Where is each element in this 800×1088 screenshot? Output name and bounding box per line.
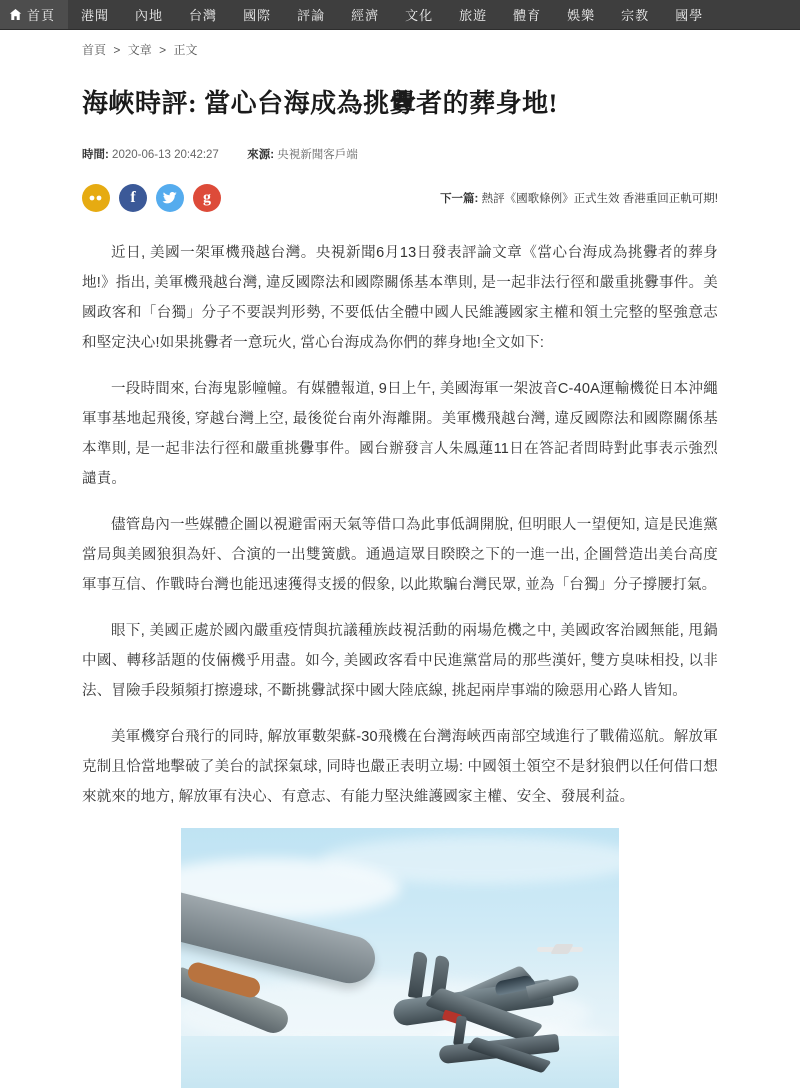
nav-item-label: 內地 — [135, 8, 164, 23]
nav-item-label: 娛樂 — [567, 8, 596, 23]
nav-item-label: 港聞 — [81, 8, 110, 23]
article-paragraph: 近日, 美國一架軍機飛越台灣。央視新聞6月13日發表評論文章《當心台海成為挑釁者的葬身地!》指出, 美軍機飛越台灣, 違反國際法和國際關係基本準則, 是一起非法行徑和嚴重挑釁事件。美國政客和「台獨」分子不要誤判形勢, 不要低估全體中國人民維護國家主權和領土完整的堅強意志和堅定決心!如果挑釁者一意玩火, 當心台海成為你們的葬身地!全文如下: — [82, 245, 718, 351]
breadcrumb-item-article[interactable]: 文章 — [127, 43, 152, 57]
article-paragraph: 眼下, 美國正處於國內嚴重疫情與抗議種族歧視活動的兩場危機之中, 美國政客治國無能, 甩鍋中國、轉移話題的伎倆機乎用盡。如今, 美國政客看中民進黨當局的那些漢奸, 雙方臭味相投, 以非法、冒險手段頻頻打擦邊球, 不斷挑釁試探中國大陸底線, 挑起兩岸事端的險惡用心路人皆知。 — [82, 623, 718, 699]
home-icon — [9, 8, 22, 21]
trailing-fighter-jet — [429, 1014, 579, 1084]
breadcrumb — [0, 30, 800, 64]
weibo-share-icon[interactable] — [82, 184, 110, 212]
nav-item-label: 體育 — [513, 8, 542, 23]
breadcrumb-separator: > — [159, 43, 167, 57]
share-icons — [82, 184, 221, 212]
facebook-share-icon[interactable] — [119, 184, 147, 212]
article-paragraph: 儘管島內一些媒體企圖以視避雷兩天氣等借口為此事低調開脫, 但明眼人一望便知, 這是民進黨當局與美國狼狽為奸、合演的一出雙簧戲。通過這眾目睽睽之下的一進一出, 企圖營造出美台高度軍事互信、作戰時台灣也能迅速獲得支援的假象, 以此欺騙台灣民眾, 並為「台獨」分子撐腰打氣。 — [82, 517, 718, 593]
nav-item-label: 旅遊 — [459, 8, 488, 23]
article-body — [82, 238, 718, 812]
nav-item-taiwan[interactable] — [176, 0, 230, 29]
facebook-glyph: f — [130, 189, 136, 206]
nav-item-sports[interactable] — [500, 0, 554, 29]
nav-item-commentary[interactable] — [284, 0, 338, 29]
nav-item-sinology[interactable] — [662, 0, 716, 29]
article-photo-wrapper — [82, 828, 718, 1088]
nav-item-culture[interactable] — [392, 0, 446, 29]
google-glyph: g — [203, 189, 211, 206]
share-row — [82, 184, 718, 212]
article-paragraph: 一段時間來, 台海鬼影幢幢。有媒體報道, 9日上午, 美國海軍一架波音C-40A運輸機從日本沖繩軍事基地起飛後, 穿越台灣上空, 最後從台南外海離開。美軍機飛越台灣, 違反國際法和國際關係基本準則, 是一起非法行徑和嚴重挑釁事件。國台辦發言人朱鳳蓮11日在答記者問時對此事表示強烈譴責。 — [82, 381, 718, 487]
nav-item-label: 國學 — [675, 8, 704, 23]
article-paragraph: 美軍機穿台飛行的同時, 解放軍數架蘇-30飛機在台灣海峽西南部空域進行了戰備巡航。解放軍克制且恰當地擊破了美台的試探氣球, 同時也嚴正表明立場: 中國領土領空不是豺狼們以任何借口想來就來的地方, 解放軍有決心、有意志、有能力堅決維護國家主權、安全、發展利益。 — [82, 729, 718, 805]
nav-item-label: 台灣 — [189, 8, 218, 23]
meta-source-label: 來源: — [247, 149, 275, 161]
nav-item-label: 經濟 — [351, 8, 380, 23]
nav-item-entertainment[interactable] — [554, 0, 608, 29]
breadcrumb-separator: > — [113, 43, 121, 57]
page-title: 海峽時評: 當心台海成為挑釁者的葬身地! — [82, 89, 558, 118]
google-share-icon[interactable] — [193, 184, 221, 212]
nav-item-mainland[interactable] — [122, 0, 176, 29]
nav-item-label: 宗教 — [621, 8, 650, 23]
article-container — [82, 64, 718, 1088]
nav-item-religion[interactable] — [608, 0, 662, 29]
nav-item-label: 評論 — [297, 8, 326, 23]
breadcrumb-item-current: 正文 — [173, 43, 198, 57]
meta-source-value: 央視新聞客戶端 — [277, 149, 358, 161]
nav-item-home[interactable] — [0, 0, 68, 29]
nav-item-international[interactable] — [230, 0, 284, 29]
nav-item-label: 國際 — [243, 8, 272, 23]
next-article-label: 下一篇: — [440, 193, 479, 205]
breadcrumb-item-home[interactable]: 首頁 — [82, 43, 107, 57]
nav-item-hongkong[interactable] — [68, 0, 122, 29]
nav-item-economy[interactable] — [338, 0, 392, 29]
meta-time-value: 2020-06-13 20:42:27 — [112, 149, 219, 161]
next-article-link[interactable] — [440, 190, 718, 206]
nav-item-label: 文化 — [405, 8, 434, 23]
meta-time-label: 時間: — [82, 149, 109, 161]
site-navbar — [0, 0, 800, 30]
twitter-share-icon[interactable] — [156, 184, 184, 212]
nav-item-label: 首頁 — [27, 8, 56, 23]
fighter-jets-photo — [181, 828, 619, 1088]
article-meta — [82, 146, 718, 162]
next-article-title[interactable]: 熱評《國歌條例》正式生效 香港重回正軌可期! — [481, 193, 718, 205]
nav-item-travel[interactable] — [446, 0, 500, 29]
